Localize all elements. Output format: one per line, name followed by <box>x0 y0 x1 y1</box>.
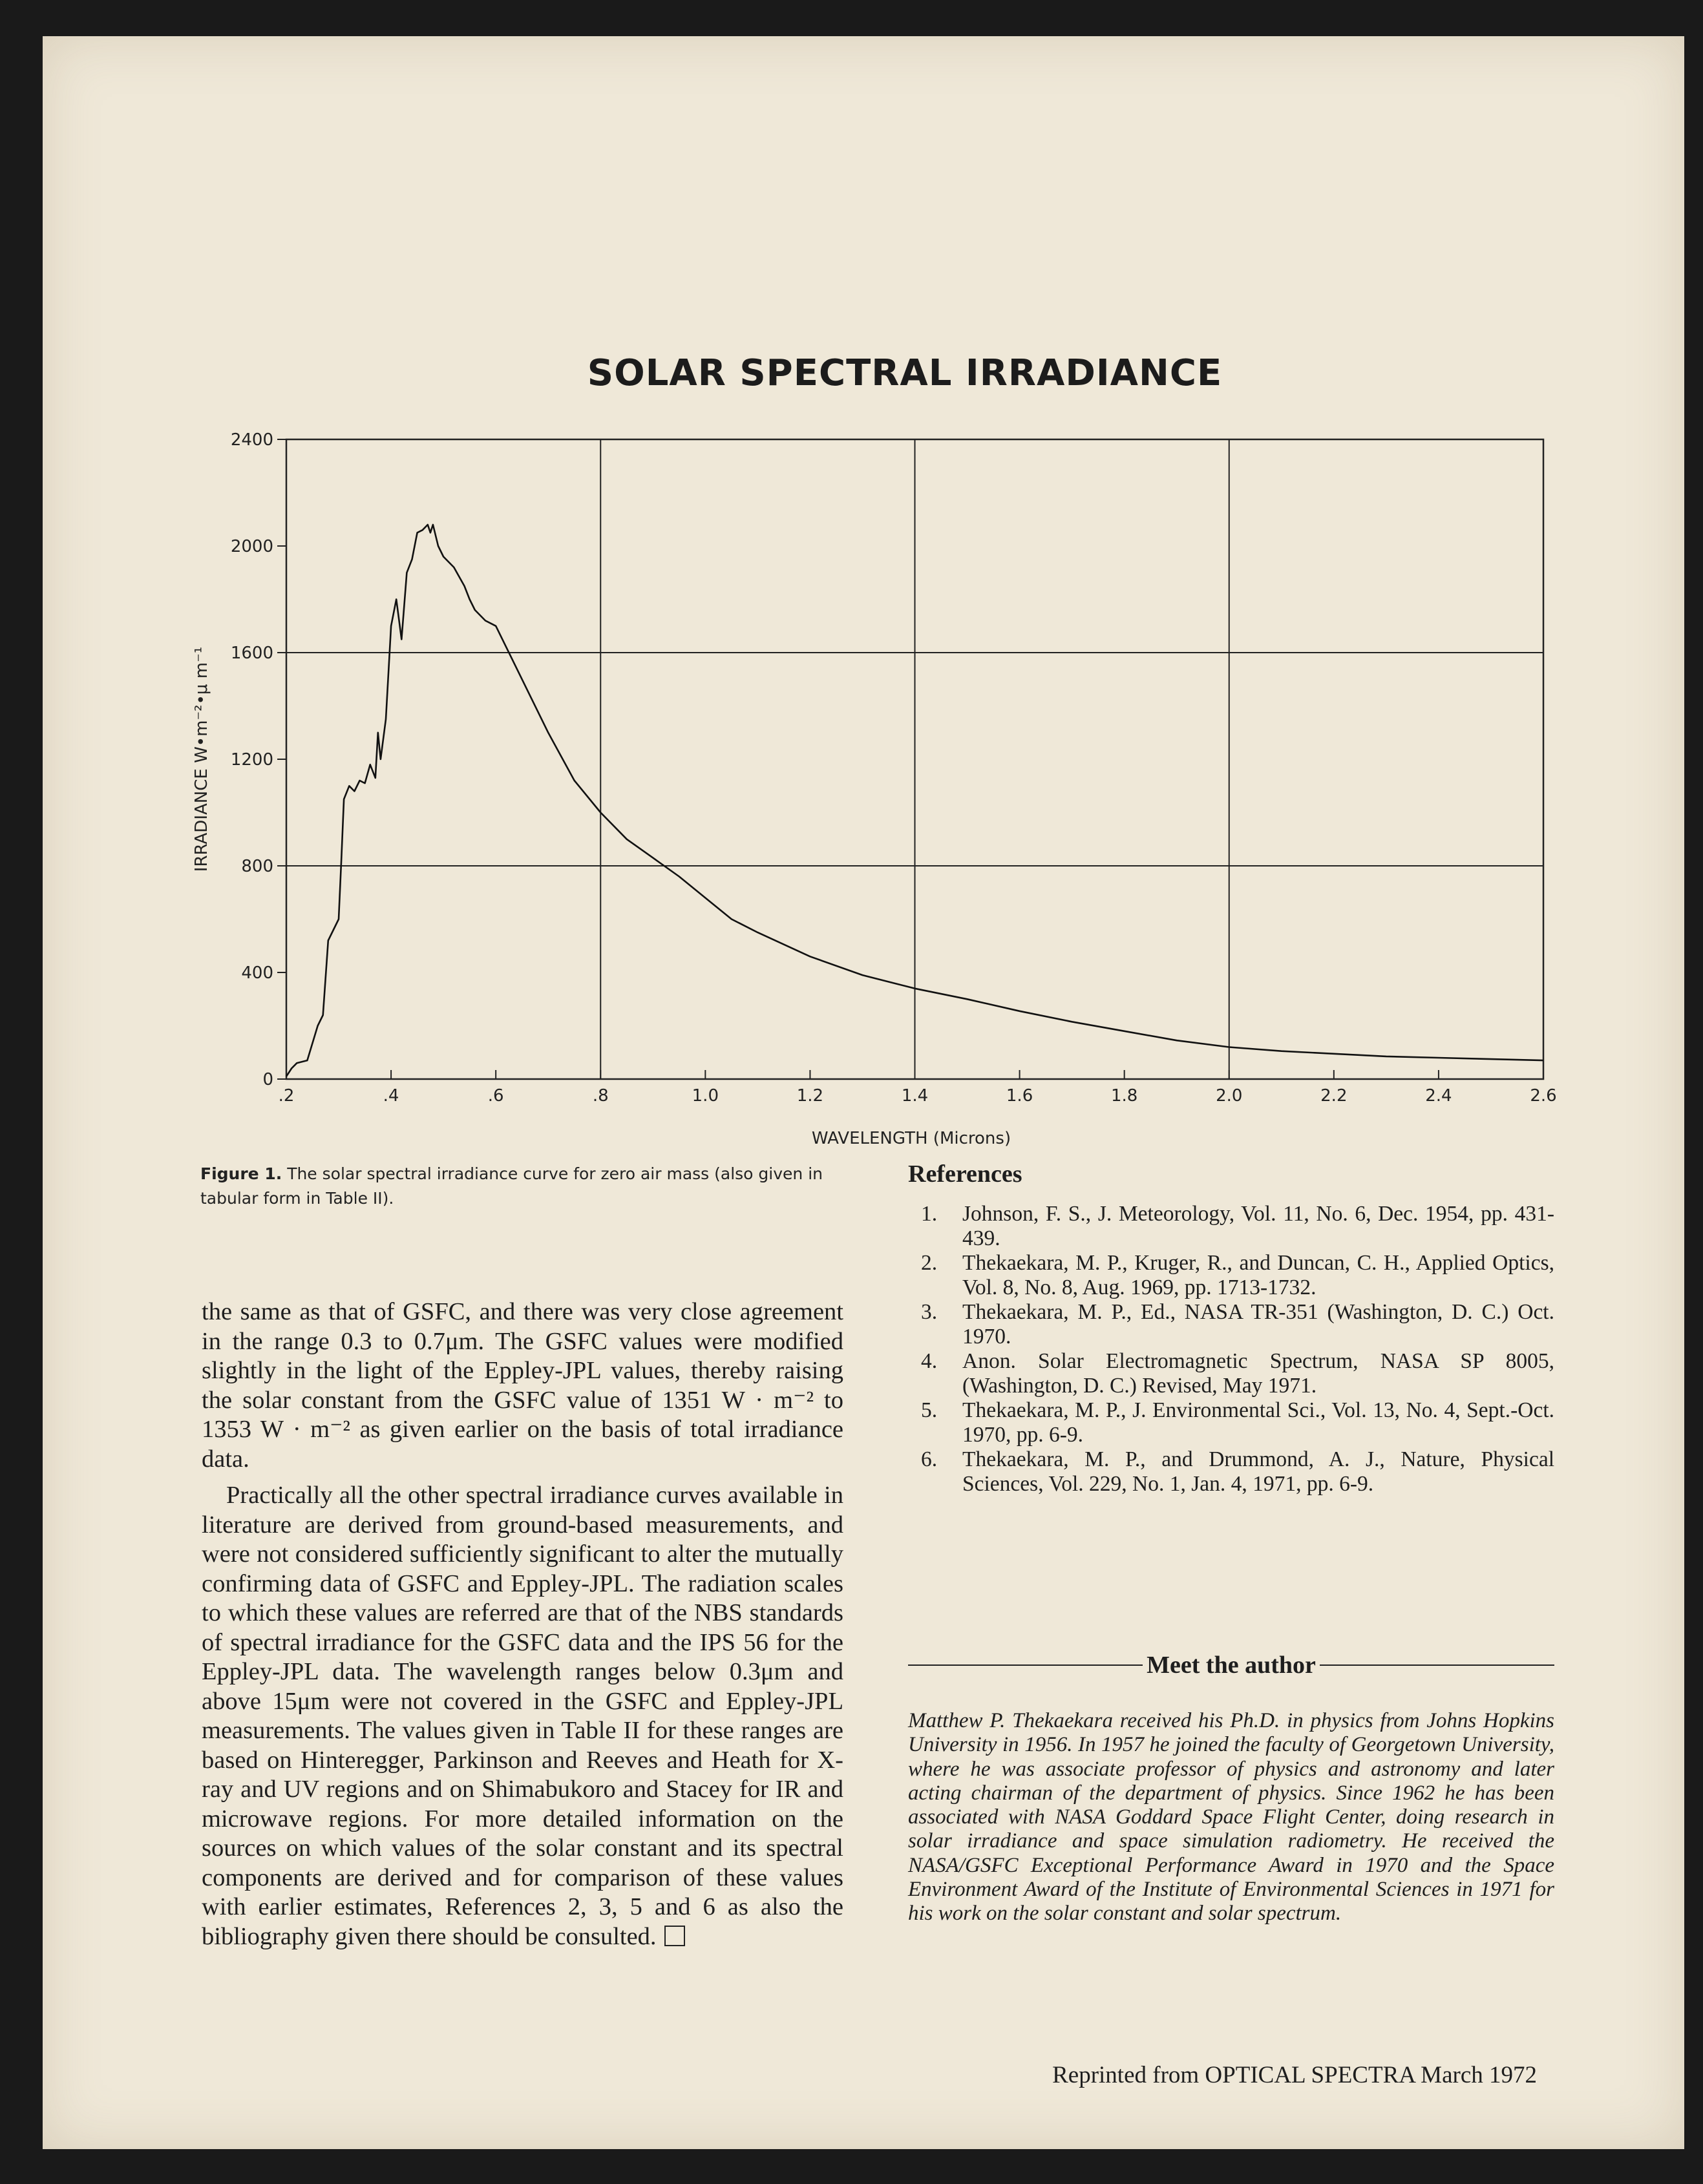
x-tick-label: .2 <box>278 1086 295 1106</box>
reference-item <box>908 1251 1554 1300</box>
reference-number: 6. <box>921 1447 938 1471</box>
x-tick-label: 2.4 <box>1425 1086 1452 1106</box>
reference-number: 1. <box>921 1202 938 1226</box>
chart-title: SOLAR SPECTRAL IRRADIANCE <box>587 352 1223 394</box>
reprint-note: Reprinted from OPTICAL SPECTRA March 1972 <box>1052 2062 1537 2088</box>
reference-number: 2. <box>921 1251 938 1275</box>
reference-item <box>908 1202 1554 1251</box>
caption-text: The solar spectral irradiance curve for zero air mass (also given in tabular form in Table II). <box>200 1164 823 1208</box>
reference-item <box>908 1398 1554 1447</box>
x-tick-label: 1.8 <box>1110 1086 1138 1106</box>
author-bio: Matthew P. Thekaekara received his Ph.D. in physics from Johns Hopkins University in 1956. In 1957 he joined the faculty of Georgetown University, where he was associate professor of physics and astronomy and later acting chairman of the department of physics. Since 1962 he has been associated with NASA Goddard Space Flight Center, doing research in solar irradiance and space simulation radiometry. He received the NASA/GSFC Exceptional Performance Award in 1970 and the Space Environment Award of the Institute of Environmental Sciences in 1971 for his work on the solar constant and solar spectrum. <box>908 1709 1554 1926</box>
x-tick-label: 1.4 <box>901 1086 929 1106</box>
reference-number: 3. <box>921 1300 938 1324</box>
x-tick-label: 2.6 <box>1530 1086 1557 1106</box>
y-tick-label: 800 <box>241 857 273 876</box>
meet-the-author-heading <box>908 1651 1554 1679</box>
x-tick-label: .4 <box>383 1086 399 1106</box>
y-tick-label: 2000 <box>230 537 273 556</box>
y-tick-label: 1600 <box>230 644 273 663</box>
reference-item <box>908 1300 1554 1349</box>
x-tick-label: 1.6 <box>1006 1086 1033 1106</box>
references-list <box>908 1202 1554 1496</box>
reference-text: Thekaekara, M. P., J. Environmental Sci., Vol. 13, No. 4, Sept.-Oct. 1970, pp. 6-9. <box>962 1398 1554 1447</box>
x-tick-label: 2.2 <box>1320 1086 1348 1106</box>
paragraph-1-text: the same as that of GSFC, and there was very close agreement in the range 0.3 to 0.7μm. The GSFC values were modified slightly in the light of the Eppley-JPL values, thereby raising the solar constant from the GSFC value of 1351 W · m⁻² to 1353 W · m⁻² as given earlier on the basis of total irradiance data. <box>202 1298 843 1473</box>
end-of-article-box <box>664 1926 685 1946</box>
y-tick-label: 1200 <box>230 750 273 770</box>
body-paragraph-2 <box>202 1481 843 1951</box>
x-tick-label: 1.2 <box>796 1086 824 1106</box>
references-heading: References <box>908 1160 1022 1188</box>
y-axis-label: IRRADIANCE W•m⁻²•μ m⁻¹ <box>192 646 211 872</box>
caption-label: Figure 1. <box>200 1164 282 1183</box>
x-axis-label: WAVELENGTH (Microns) <box>811 1129 1011 1148</box>
reference-text: Thekaekara, M. P., Kruger, R., and Duncan, C. H., Applied Optics, Vol. 8, No. 8, Aug. 1969, pp. 1713-1732. <box>962 1251 1554 1299</box>
x-tick-label: .6 <box>487 1086 504 1106</box>
reference-text: Thekaekara, M. P., and Drummond, A. J., Nature, Physical Sciences, Vol. 229, No. 1, Jan. 4, 1971, pp. 6-9. <box>962 1447 1554 1496</box>
heading-rule-left <box>908 1664 1143 1666</box>
body-paragraph-1 <box>202 1297 843 1474</box>
x-tick-label: 2.0 <box>1216 1086 1243 1106</box>
reference-text: Johnson, F. S., J. Meteorology, Vol. 11, No. 6, Dec. 1954, pp. 431-439. <box>962 1202 1554 1250</box>
reference-item <box>908 1447 1554 1496</box>
y-tick-label: 400 <box>241 963 273 983</box>
figure-caption <box>200 1162 853 1211</box>
reference-number: 4. <box>921 1349 938 1373</box>
heading-rule-right <box>1320 1664 1554 1666</box>
y-tick-label: 0 <box>262 1070 273 1089</box>
x-tick-label: .8 <box>592 1086 609 1106</box>
x-tick-label: 1.0 <box>692 1086 719 1106</box>
paragraph-2-text: Practically all the other spectral irradiance curves available in literature are derived from ground-based measurements, and were not considered sufficiently significant to alter the mutually confirming data of GSFC and Eppley-JPL. The radiation scales to which these values are referred are that of the NBS standards of spectral irradiance for the GSFC data and the IPS 56 for the Eppley-JPL data. The wavelength ranges below 0.3μm and above 15μm were not covered in the GSFC and Eppley-JPL measurements. The values given in Table II for these ranges are based on Hinteregger, Parkinson and Reeves and Heath for X-ray and UV regions and on Shimabukoro and Stacey for IR and microwave regions. For more detailed information on the sources on which values of the solar constant and its spectral components are derived and for comparison of these values with earlier estimates, References 2, 3, 5 and 6 as also the bibliography given there should be consulted. <box>202 1482 843 1950</box>
reference-text: Anon. Solar Electromagnetic Spectrum, NASA SP 8005, (Washington, D. C.) Revised, May 1971. <box>962 1349 1554 1398</box>
reference-item <box>908 1349 1554 1398</box>
y-tick-label: 2400 <box>230 430 273 450</box>
reference-text: Thekaekara, M. P., Ed., NASA TR-351 (Washington, D. C.) Oct. 1970. <box>962 1300 1554 1349</box>
reference-number: 5. <box>921 1398 938 1422</box>
meet-author-text: Meet the author <box>1147 1652 1316 1679</box>
